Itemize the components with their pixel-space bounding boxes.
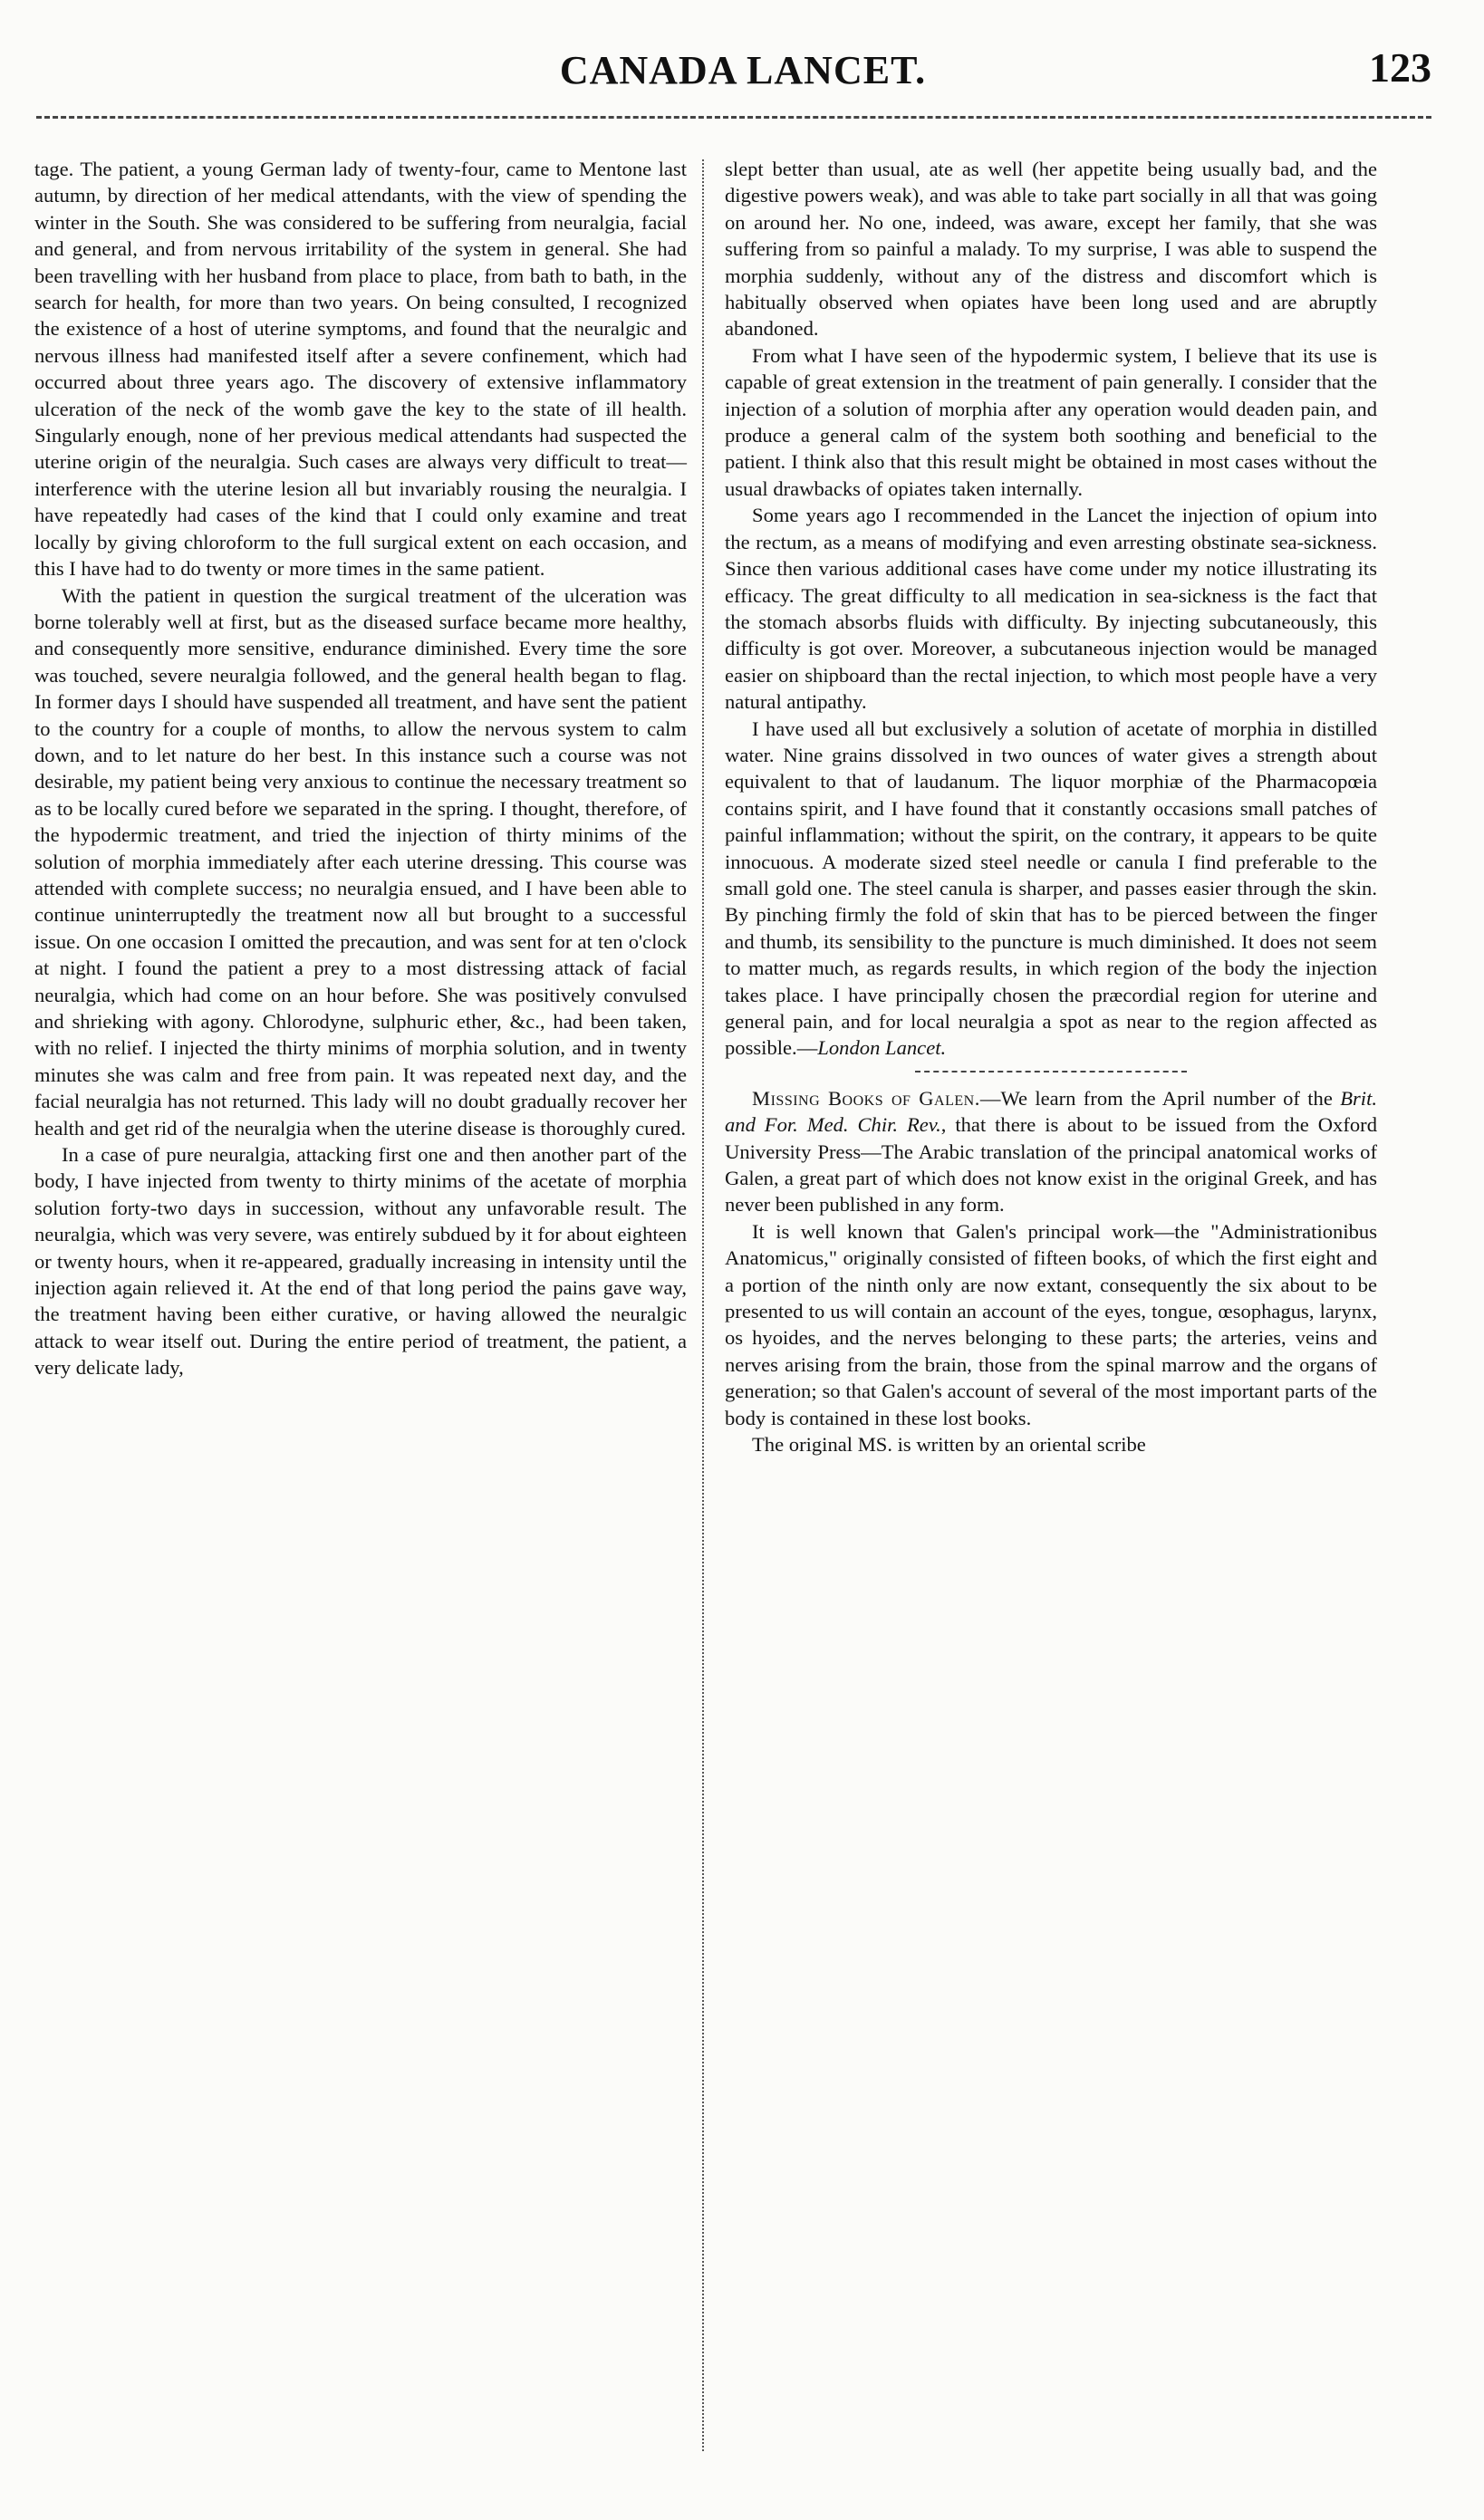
paragraph-surgical-treatment: With the patient in question the surgical treatment of the ulceration was borne tolerably well at first, but as the diseased surface became more healthy, and consequently more sensitive, endurance diminished. Every time the sore was touched, severe neuralgia followed, and the general health began to flag. In former days I should have suspended all treatment, and have sent the patient to the country for a couple of months, to allow the nervous system to calm down, and to let nature do her best. In this instance such a course was not desirable, my patient being very anxious to continue the necessary treatment so as to be locally cured before we separated in the spring. I thought, therefore, of the hypodermic treatment, and tried the injection of thirty minims of the solution of morphia immediately after each uterine dressing. This course was attended with complete success; no neuralgia ensued, and I have been able to continue uninterruptedly the treatment now all but brought to a successful issue. On one occasion I omitted the precaution, and was sent for at ten o'clock at night. I found the patient a prey to a most distressing attack of facial neuralgia, which had come on an hour before. She was positively convulsed and shrieking with agony. Chlorodyne, sulphuric ether, &c., had been taken, with no relief. I injected the thirty minims of morphia solution, and in twenty minutes she was calm and free from pain. It was repeated next day, and the facial neuralgia has not returned. This lady will no doubt gradually recover her health and get rid of the neuralgia when the uterine disease is thoroughly cured. — [34, 583, 687, 1140]
paragraph-original-ms: The original MS. is written by an oriental scribe — [752, 1433, 1146, 1457]
paragraph-patient-case: tage. The patient, a young German lady of twenty-four, came to Mentone last autumn, by direction of her medical attendants, with the view of spending the winter in the South. She was considered to be suffering from neuralgia, facial and general, and from nervous irritability of the system in general. She had been travelling with her husband from place to place, from bath to bath, in the search for health, for more than two years. On being consulted, I recognized the existence of a host of uterine symptoms, and found that the neuralgic and nervous illness had manifested itself after a severe confinement, which had occurred about three years ago. The discovery of extensive inflammatory ulceration of the neck of the womb gave the key to the state of ill health. Singularly enough, none of her previous medical attendants had suspected the uterine origin of the neuralgia. Such cases are always very difficult to treat—interference with the uterine lesion all but invariably rousing the neuralgia. I have repeatedly had cases of the kind that I could only examine and treat locally by giving chloroform to the full surgical extent on each occasion, and this I have had to do twenty or more times in the same patient. — [34, 158, 687, 581]
paragraph-missing-books — [725, 1085, 1377, 1218]
paragraph-hypodermic-system: From what I have seen of the hypodermic system, I believe that its use is capable of great extension in the treatment of pain generally. I consider that the injection of a solution of morphia after any operation would deaden pain, and produce a general calm of the system both soothing and beneficial to the patient. I think also that this result might be obtained in most cases without the usual drawbacks of opiates taken internally. — [725, 343, 1377, 500]
paragraph-acetate-morphia — [725, 716, 1377, 1062]
section-divider — [915, 1071, 1187, 1072]
journal-title: CANADA LANCET. — [559, 48, 927, 92]
paragraph-slept-better: slept better than usual, ate as well (her appetite being usually bad, and the digestive powers weak), and was able to take part socially in all that was going on around her. No one, indeed, was aware, except her family, that she was suffering from so painful a malady. To my surprise, I was able to suspend the morphia suddenly, without any of the distress and discomfort which is habitually observed when opiates have been long used and are abruptly abandoned. — [725, 158, 1377, 341]
page-number: 123 — [1369, 44, 1431, 91]
article-heading: Missing Books of Galen. — [752, 1086, 980, 1110]
paragraph-pure-neuralgia: In a case of pure neuralgia, attacking first one and then another part of the body, I have injected from twenty to thirty minims of the acetate of morphia solution forty-two days in succession, without any unfavorable result. The neuralgia, which was very severe, was entirely subdued by it for about eighteen or twenty hours, when it re-appeared, gradually increasing in intensity until the injection again relieved it. At the end of that long period the pains gave way, the treatment having been either curative, or having allowed the neuralgic attack to wear itself out. During the entire period of treatment, the patient, a very delicate lady, — [34, 1143, 687, 1380]
journal-citation: Brit. and For. Med. Chir. Rev. — [725, 1086, 1377, 1137]
missing-books-text-b: , that there is about to be issued from the Oxford University Press—The Arabic translation of the principal anatomical works of Galen, a great part of which does not know exist in the original Greek, and has never been published in any form. — [725, 1113, 1377, 1217]
paragraph-galen-work: It is well known that Galen's principal work—the "Administrationibus Anatomicus," originally consisted of fifteen books, of which the first eight and a portion of the ninth only are now extant, consequently the six about to be presented to us will contain an account of the eyes, tongue, œsophagus, larynx, os hyoides, and the nerves belonging to these parts; the arteries, veins and nerves arising from the brain, those from the spinal marrow and the organs of generation; so that Galen's account of several of the most important parts of the body is contained in these lost books. — [725, 1219, 1377, 1429]
left-column — [34, 156, 687, 1381]
header-rule — [36, 116, 1431, 119]
paragraph-sea-sickness: Some years ago I recommended in the Lancet the injection of opium into the rectum, as a means of modifying and even arresting obstinate sea-sickness. Since then various additional cases have come under my notice illustrating its efficacy. The great difficulty to all medication in sea-sickness is the fact that the stomach absorbs fluids with difficulty. By injecting subcutaneously, this difficulty is got over. Moreover, a subcutaneous injection would be managed easier on shipboard than the rectal injection, to which most people have a very natural antipathy. — [725, 504, 1377, 714]
acetate-morphia-text: I have used all but exclusively a solution of acetate of morphia in distilled water. Nine grains dissolved in two ounces of water gives a strength about equivalent to that of laudanum. The liquor morphiæ of the Pharmacopœia contains spirit, and I have found that it constantly occasions small patches of painful inflammation; without the spirit, on the contrary, it appears to be quite innocuous. A moderate sized steel needle or canula I find preferable to the small gold one. The steel canula is sharper, and passes easier through the skin. By pinching firmly the fold of skin that has to be pierced between the finger and thumb, its sensibility to the puncture is much diminished. It does not seem to matter much, as regards results, in which region of the body the injection takes place. I have principally chosen the præcordial region for uterine and general pain, and for local neuralgia a spot as near to the region affected as possible.— — [725, 717, 1377, 1060]
running-head — [36, 40, 1450, 94]
right-column — [725, 156, 1377, 1458]
column-divider — [702, 159, 704, 2451]
missing-books-text-a: —We learn from the April number of the — [979, 1086, 1341, 1110]
source-citation: London Lancet. — [817, 1036, 947, 1060]
